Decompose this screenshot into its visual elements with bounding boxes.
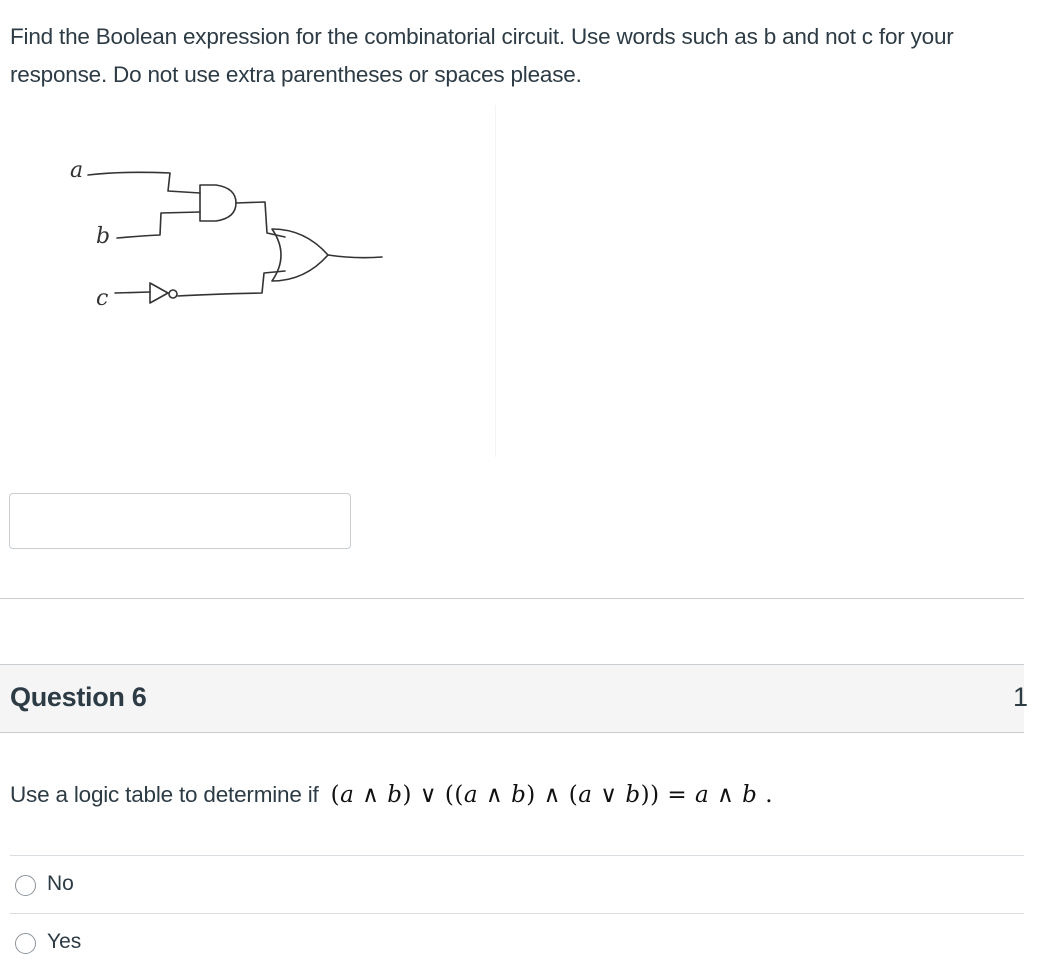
input-label-c: c	[96, 286, 109, 311]
and-gate	[200, 185, 236, 221]
answer-text-input[interactable]	[9, 493, 351, 549]
answer-label-no[interactable]: No	[47, 872, 74, 895]
or-gate	[272, 229, 328, 281]
circuit-diagram-image	[10, 105, 496, 457]
question-divider	[0, 598, 1024, 599]
wire-c	[115, 292, 150, 293]
circuit-drawing	[10, 105, 495, 457]
wire-output	[328, 255, 382, 258]
question-title: Question 6	[10, 682, 147, 712]
not-bubble	[169, 290, 177, 298]
answer-option-yes[interactable]	[10, 913, 1024, 971]
answer-option-no[interactable]	[10, 855, 1024, 913]
not-gate	[150, 283, 168, 303]
radio-button-no[interactable]	[15, 875, 36, 896]
question-header	[0, 664, 1028, 733]
input-label-a: a	[70, 158, 84, 183]
question-prompt-text: Use a logic table to determine if	[10, 782, 319, 807]
wire-and-out	[236, 202, 285, 237]
question-points: 1	[1012, 682, 1028, 712]
question-prompt	[10, 782, 773, 808]
answer-options	[10, 855, 1024, 971]
prior-question-prompt: Find the Boolean expression for the combinatorial circuit. Use words such as b and not c for your response. Do not use extra parentheses or spaces please.	[10, 24, 954, 87]
wire-a	[88, 172, 200, 193]
radio-button-yes[interactable]	[15, 933, 36, 954]
wire-not-out	[178, 271, 285, 296]
math-expression: (a ∧ b) ∨ ((a ∧ b) ∧ (a ∨ b)) = a ∧ b .	[330, 782, 774, 808]
answer-label-yes[interactable]: Yes	[47, 930, 82, 953]
input-label-b: b	[96, 224, 111, 249]
wire-b	[117, 212, 200, 238]
